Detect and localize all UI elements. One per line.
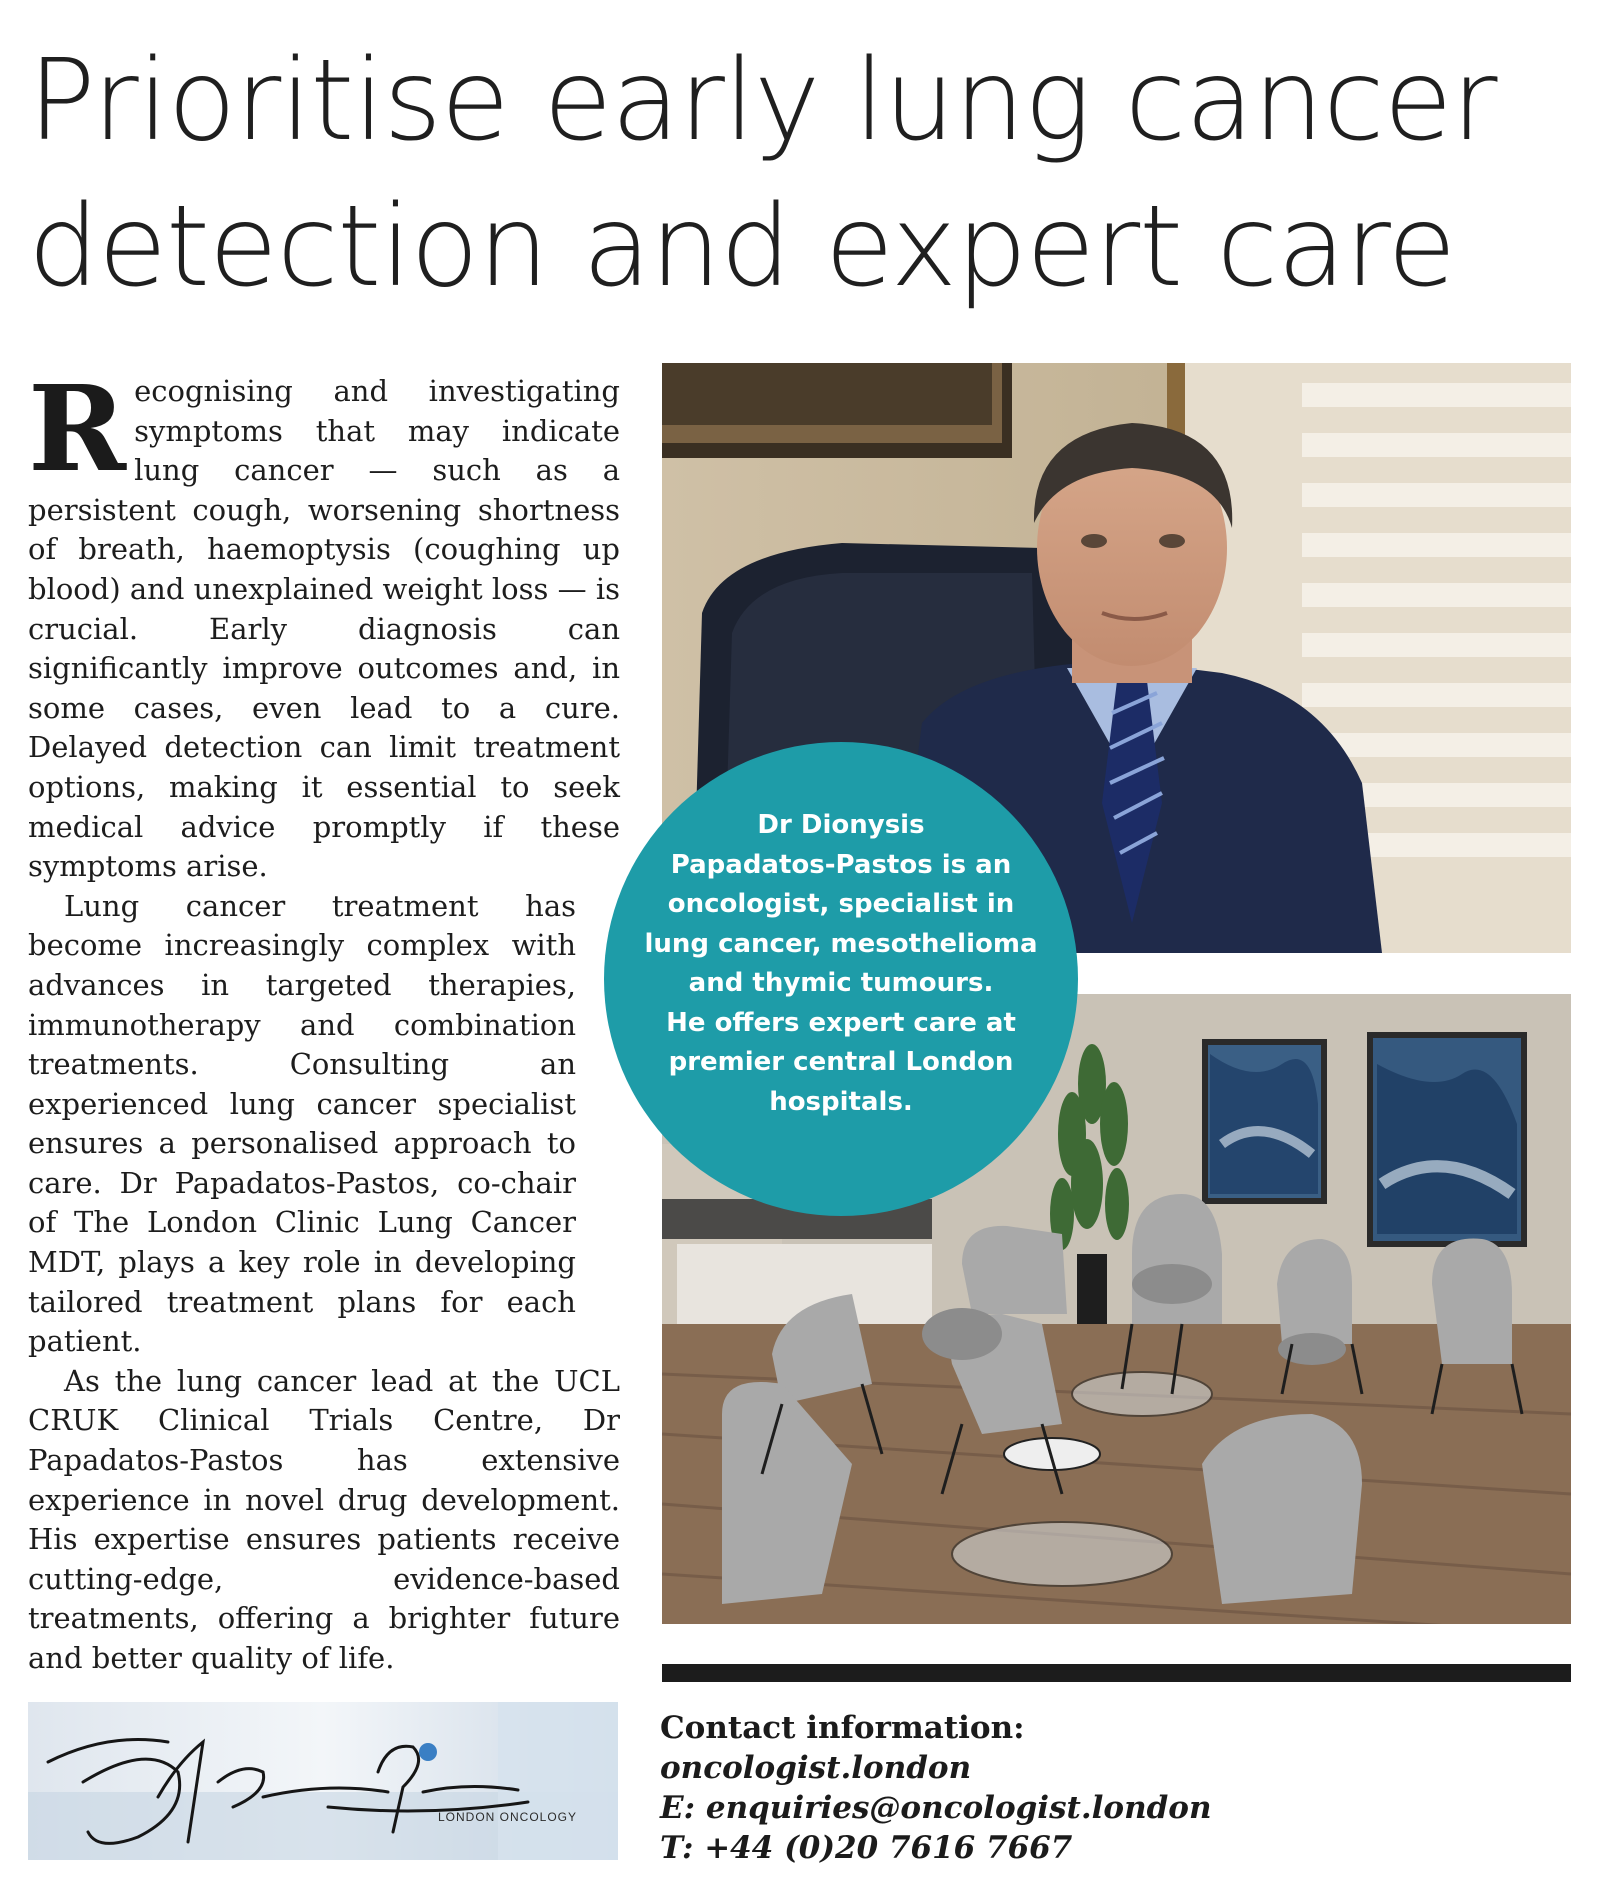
section-divider — [662, 1664, 1571, 1682]
paragraph-1 — [28, 359, 620, 887]
callout-text — [641, 806, 1041, 1122]
doctor-info-callout — [604, 742, 1078, 1216]
callout-line: Papadatos-Pastos is an — [670, 849, 1012, 880]
callout-line: He offers expert care at — [666, 1007, 1016, 1038]
paragraph-3: As the lung cancer lead at the UCL CRUK Clinical Trials Centre, Dr Papadatos-Pastos has extensive experience in novel drug development. His expertise ensures patients receive cutting-edge, evidence-based treatments, offering a brighter future and better quality of life. — [28, 1363, 620, 1675]
headline — [28, 28, 1568, 320]
callout-line: Dr Dionysis — [757, 810, 925, 840]
headline-line-1: Prioritise early lung cancer — [28, 36, 1497, 166]
article-body — [28, 359, 620, 1679]
callout-line: oncologist, specialist in — [667, 889, 1015, 919]
contact-email-link[interactable]: E: enquiries@oncologist.london — [660, 1790, 1212, 1826]
callout-line: lung cancer, mesothelioma — [644, 928, 1038, 959]
drop-cap: R — [28, 359, 127, 498]
callout-line: and thymic tumours. — [688, 968, 994, 998]
paragraph-2: Lung cancer treatment has become increasingly complex with advances in targeted therapies, immunotherapy and combination treatments. Consulting an experienced lung cancer specialist ensures a personalised approach to care. Dr Papadatos-Pastos, co-chair of The London Clinic Lung Cancer MDT, plays a key role in developing tailored treatment plans for each patient. — [28, 888, 576, 1359]
callout-line: hospitals. — [769, 1086, 913, 1117]
contact-website-link[interactable]: oncologist.london — [660, 1750, 972, 1786]
signature-logo — [28, 1702, 618, 1860]
callout-line: premier central London — [668, 1047, 1014, 1077]
logo-subtitle: LONDON ONCOLOGY — [438, 1810, 578, 1824]
contact-heading: Contact information: — [660, 1710, 1025, 1746]
contact-info — [660, 1708, 1570, 1868]
logo-panel — [28, 1702, 618, 1860]
contact-phone[interactable]: T: +44 (0)20 7616 7667 — [660, 1830, 1073, 1866]
headline-line-2: detection and expert care — [28, 182, 1456, 312]
paragraph-1-text: ecognising and investigating symptoms that may indicate lung cancer — such as a persistent cough, worsening shortness of breath, haemoptysis (coughing up blood) and unexplained weight loss — is crucial. Early diagnosis can significantly improve outcomes and, in some cases, even lead to a cure. Delayed detection can limit treatment options, making it essential to seek medical advice promptly if these symptoms arise. — [28, 374, 620, 884]
